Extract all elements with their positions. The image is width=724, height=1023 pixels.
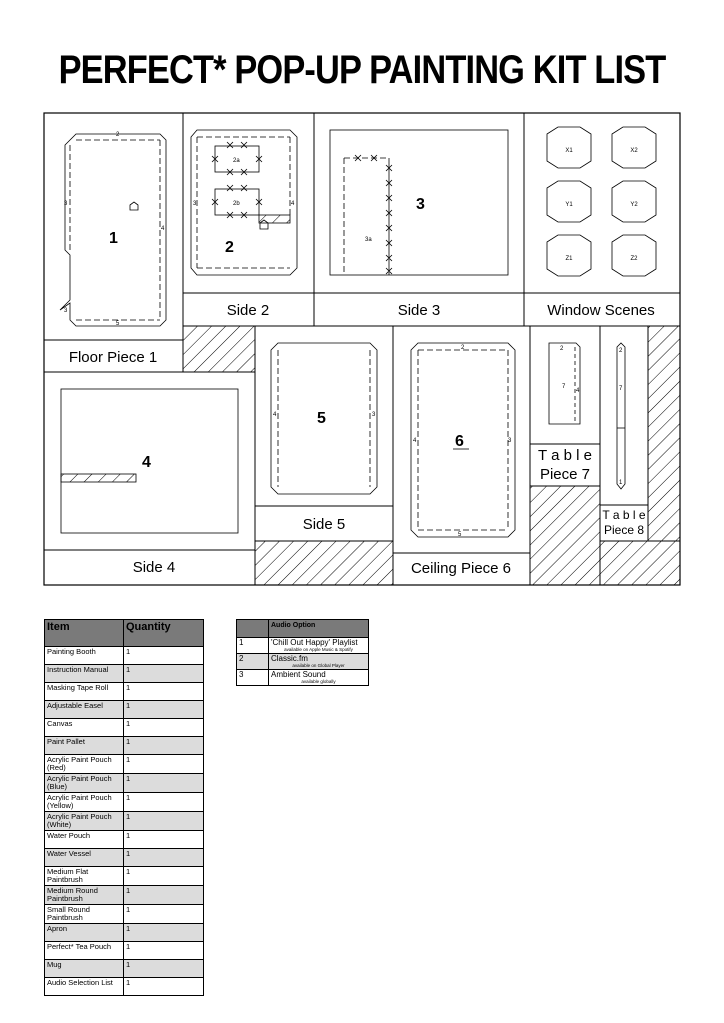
window-scene-tiles	[547, 127, 656, 276]
column-header-item: Item	[45, 620, 124, 647]
edge-label: 3	[372, 412, 376, 418]
item-cell: Medium Round Paintbrush	[45, 886, 124, 905]
table-row	[237, 638, 369, 654]
piece-label: Window Scenes	[547, 302, 655, 319]
piece-label: Side 5	[302, 516, 346, 533]
side-2-piece	[191, 130, 297, 275]
option-number-cell: 1	[237, 638, 269, 654]
quantity-cell: 1	[124, 831, 204, 849]
quantity-cell: 1	[124, 755, 204, 774]
tab-label: 3a	[365, 237, 372, 243]
edge-label: 7	[619, 386, 623, 392]
edge-label: 5	[116, 321, 120, 327]
kit-list-table	[44, 619, 204, 996]
quantity-cell: 1	[124, 701, 204, 719]
quantity-cell: 1	[124, 978, 204, 996]
hatch-filler	[183, 326, 255, 372]
piece-label-line1: T a b l e	[538, 447, 592, 464]
quantity-cell: 1	[124, 849, 204, 867]
item-cell: Acrylic Paint Pouch (White)	[45, 812, 124, 831]
table-row	[45, 665, 204, 683]
item-cell: Canvas	[45, 719, 124, 737]
piece-number: 5	[317, 410, 326, 427]
table-row	[45, 812, 204, 831]
audio-options-table	[236, 619, 369, 686]
item-cell: Adjustable Easel	[45, 701, 124, 719]
edge-label: 5	[458, 532, 462, 538]
item-cell: Painting Booth	[45, 647, 124, 665]
item-cell: Apron	[45, 924, 124, 942]
window-tile-label: X2	[630, 148, 638, 154]
table-row	[45, 831, 204, 849]
piece-number: 4	[142, 454, 151, 471]
audio-option-availability: available on Global Player	[292, 663, 345, 668]
table-row	[237, 654, 369, 670]
window-tile-label: Z1	[565, 256, 573, 262]
hatch-filler	[648, 326, 680, 541]
item-cell: Perfect* Tea Pouch	[45, 942, 124, 960]
item-cell: Medium Flat Paintbrush	[45, 867, 124, 886]
audio-option-name: Ambient Sound	[271, 670, 326, 679]
tab-label: 2b	[233, 201, 240, 207]
table-row	[45, 755, 204, 774]
table-piece-8	[617, 343, 625, 489]
fold-cross-marks	[355, 155, 392, 274]
audio-option-cell	[269, 670, 369, 686]
item-cell: Water Vessel	[45, 849, 124, 867]
piece-number: 7	[562, 384, 566, 390]
column-header-quantity: Quantity	[124, 620, 204, 647]
edge-label: 4	[413, 438, 417, 444]
hatch-filler	[530, 486, 600, 585]
piece-number: 1	[109, 230, 118, 247]
piece-label: Side 4	[132, 559, 176, 576]
edge-label: 2	[619, 348, 623, 354]
window-tile-label: X1	[565, 148, 573, 154]
edge-label: 3	[64, 201, 68, 207]
quantity-cell: 1	[124, 812, 204, 831]
item-cell: Audio Selection List	[45, 978, 124, 996]
piece-label: Side 2	[226, 302, 270, 319]
table-row	[45, 978, 204, 996]
piece-label: Ceiling Piece 6	[410, 560, 512, 577]
item-cell: Acrylic Paint Pouch (Yellow)	[45, 793, 124, 812]
item-cell: Water Pouch	[45, 831, 124, 849]
hatch-filler	[255, 541, 393, 585]
table-row	[45, 942, 204, 960]
table-row	[237, 670, 369, 686]
piece-label-line1: T a b l e	[602, 508, 646, 522]
window-tile-label: Y2	[630, 202, 638, 208]
quantity-cell: 1	[124, 719, 204, 737]
column-header-audio-option: Audio Option	[269, 620, 369, 638]
quantity-cell: 1	[124, 665, 204, 683]
piece-label-line2: Piece 8	[603, 523, 645, 537]
table-row	[45, 737, 204, 755]
audio-option-name: 'Chill Out Happy' Playlist	[271, 638, 358, 647]
table-row	[45, 867, 204, 886]
edge-label: 4	[161, 226, 165, 232]
item-cell: Instruction Manual	[45, 665, 124, 683]
quantity-cell: 1	[124, 867, 204, 886]
quantity-cell: 1	[124, 886, 204, 905]
table-row	[45, 886, 204, 905]
column-header-number	[237, 620, 269, 638]
piece-label-line2: Piece 7	[539, 466, 591, 483]
edge-label: 2	[560, 346, 564, 352]
edge-label: 3	[508, 438, 512, 444]
table-row	[45, 647, 204, 665]
table-row	[45, 683, 204, 701]
item-cell: Masking Tape Roll	[45, 683, 124, 701]
piece-number: 6	[455, 433, 464, 450]
edge-label: 4	[291, 201, 295, 207]
table-row	[45, 849, 204, 867]
piece-number: 2	[225, 239, 234, 256]
item-cell: Acrylic Paint Pouch (Blue)	[45, 774, 124, 793]
audio-option-availability: available on Apple Music & Spotify	[284, 647, 353, 652]
item-cell: Small Round Paintbrush	[45, 905, 124, 924]
edge-label: 3	[64, 308, 68, 314]
quantity-cell: 1	[124, 960, 204, 978]
quantity-cell: 1	[124, 737, 204, 755]
edge-label: 4	[576, 388, 580, 394]
quantity-cell: 1	[124, 647, 204, 665]
window-tile-label: Z2	[630, 256, 638, 262]
option-number-cell: 2	[237, 654, 269, 670]
audio-option-cell	[269, 638, 369, 654]
piece-label: Floor Piece 1	[68, 349, 158, 366]
edge-label: 1	[619, 480, 623, 486]
quantity-cell: 1	[124, 905, 204, 924]
quantity-cell: 1	[124, 793, 204, 812]
item-cell: Mug	[45, 960, 124, 978]
table-row	[45, 719, 204, 737]
item-cell: Acrylic Paint Pouch (Red)	[45, 755, 124, 774]
quantity-cell: 1	[124, 942, 204, 960]
quantity-cell: 1	[124, 924, 204, 942]
edge-label: 2	[116, 132, 120, 138]
quantity-cell: 1	[124, 774, 204, 793]
quantity-cell: 1	[124, 683, 204, 701]
hatch-filler	[600, 541, 680, 585]
item-cell: Paint Pallet	[45, 737, 124, 755]
table-row	[45, 905, 204, 924]
piece-label: Side 3	[397, 302, 441, 319]
edge-label: 2	[461, 345, 465, 351]
table-row	[45, 924, 204, 942]
table-row	[45, 774, 204, 793]
table-row	[45, 701, 204, 719]
page-title: PERFECT* POP-UP PAINTING KIT LIST	[58, 48, 666, 92]
edge-label: 3	[193, 201, 197, 207]
audio-option-availability: available globally	[301, 679, 336, 684]
table-row	[45, 960, 204, 978]
piece-number: 3	[416, 196, 425, 213]
edge-label: 4	[273, 412, 277, 418]
audio-option-name: Classic.fm	[271, 654, 308, 663]
audio-option-cell	[269, 654, 369, 670]
window-tile-label: Y1	[565, 202, 573, 208]
option-number-cell: 3	[237, 670, 269, 686]
table-row	[45, 793, 204, 812]
tab-label: 2a	[233, 158, 240, 164]
